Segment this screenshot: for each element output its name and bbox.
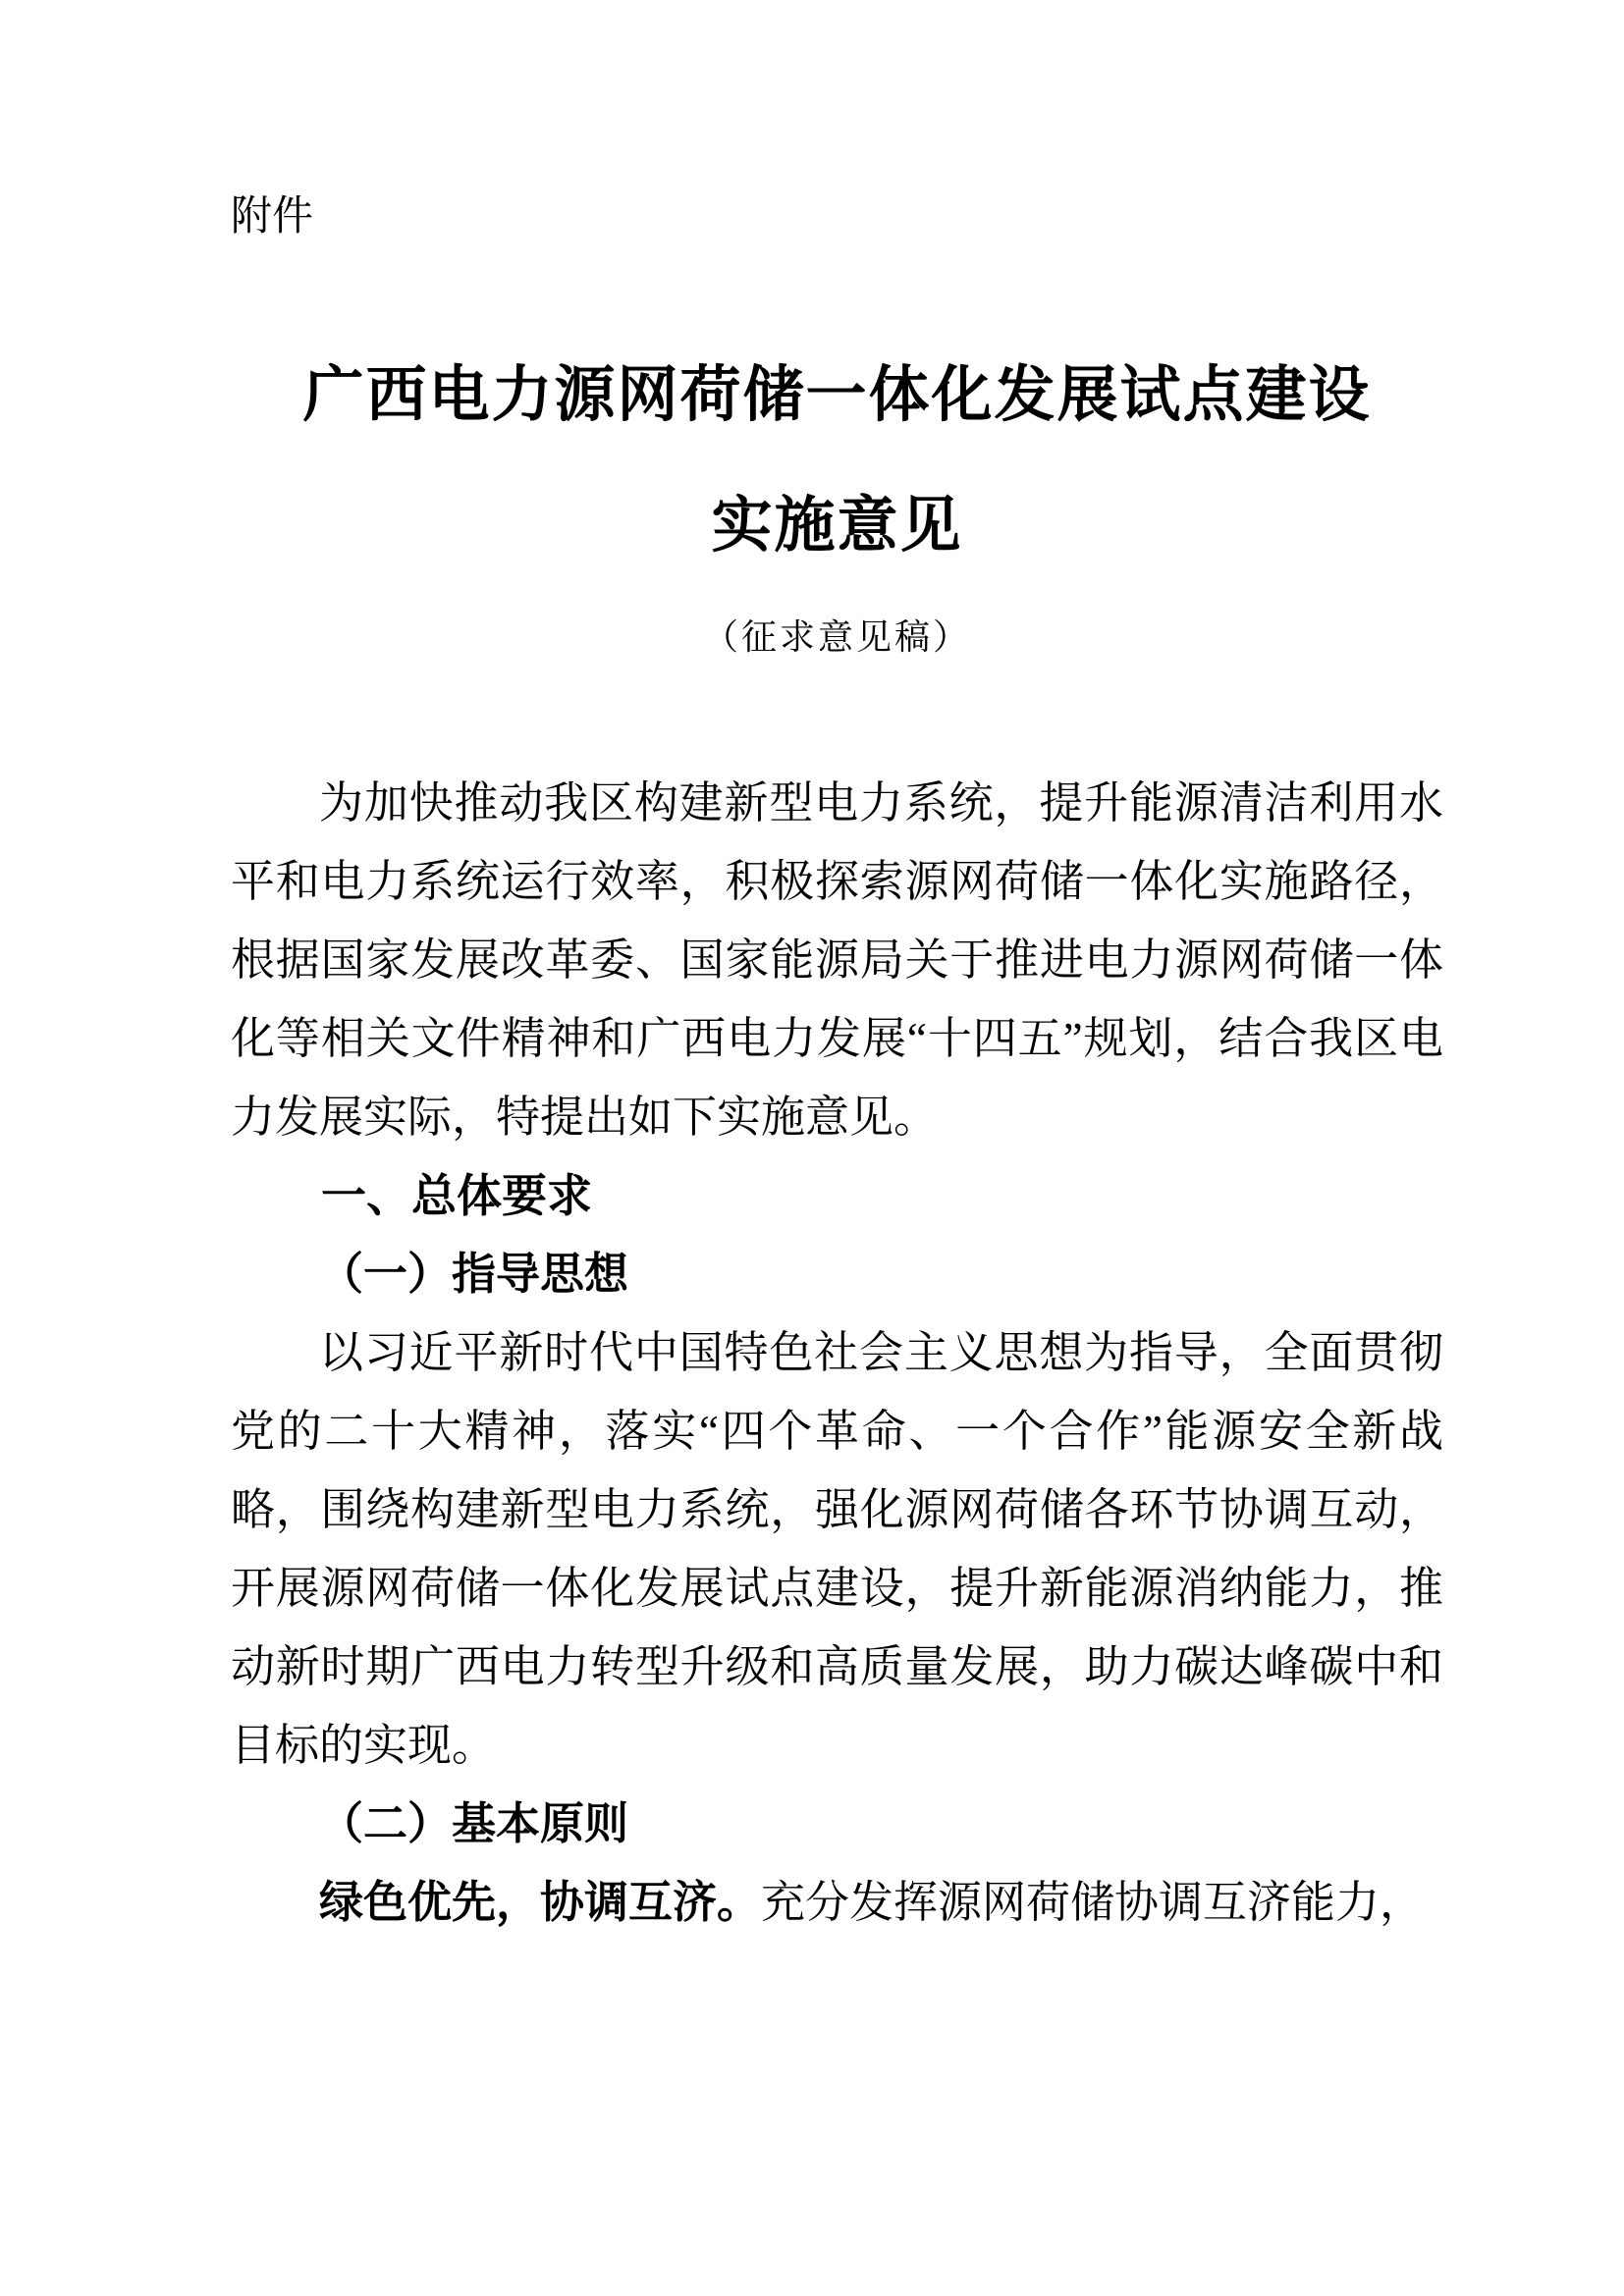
- document-content: [231, 0, 1443, 1942]
- document-subtitle: （征求意见稿）: [702, 617, 971, 657]
- document-body: [231, 764, 1443, 1942]
- subheading-guiding-ideology: （一）指导思想: [319, 1250, 629, 1299]
- principle-lead-text: 绿色优先，协调互济。: [319, 1878, 762, 1927]
- attachment-label: 附件: [231, 192, 314, 239]
- document-title-line-2: 实施意见: [711, 493, 963, 560]
- guiding-ideology-paragraph: 以习近平新时代中国特色社会主义思想为指导，全面贯彻党的二十大精神，落实“四个革命、一个合作”能源安全新战略，围绕构建新型电力系统，强化源网荷储各环节协调互动，开展源网荷储一体化发展试点建设，提升新能源消纳能力，推动新时期广西电力转型升级和高质量发展，助力碳达峰碳中和目标的实现。: [231, 1328, 1443, 1770]
- document-title: [231, 331, 1443, 592]
- section-heading-overall-requirements: 一、总体要求: [321, 1170, 592, 1221]
- intro-paragraph: 为加快推动我区构建新型电力系统，提升能源清洁利用水平和电力系统运行效率，积极探索源网荷储一体化实施路径，根据国家发展改革委、国家能源局关于推进电力源网荷储一体化等相关文件精神和广西电力发展“十四五”规划，结合我区电力发展实际，特提出如下实施意见。: [231, 778, 1443, 1142]
- document-title-line-1: 广西电力源网荷储一体化发展试点建设: [302, 362, 1372, 429]
- subheading-basic-principles: （二）基本原则: [319, 1799, 629, 1848]
- principle-green-first-paragraph: [231, 1863, 1443, 1942]
- principle-body-text: 充分发挥源网荷储协调互济能力，: [761, 1878, 1425, 1927]
